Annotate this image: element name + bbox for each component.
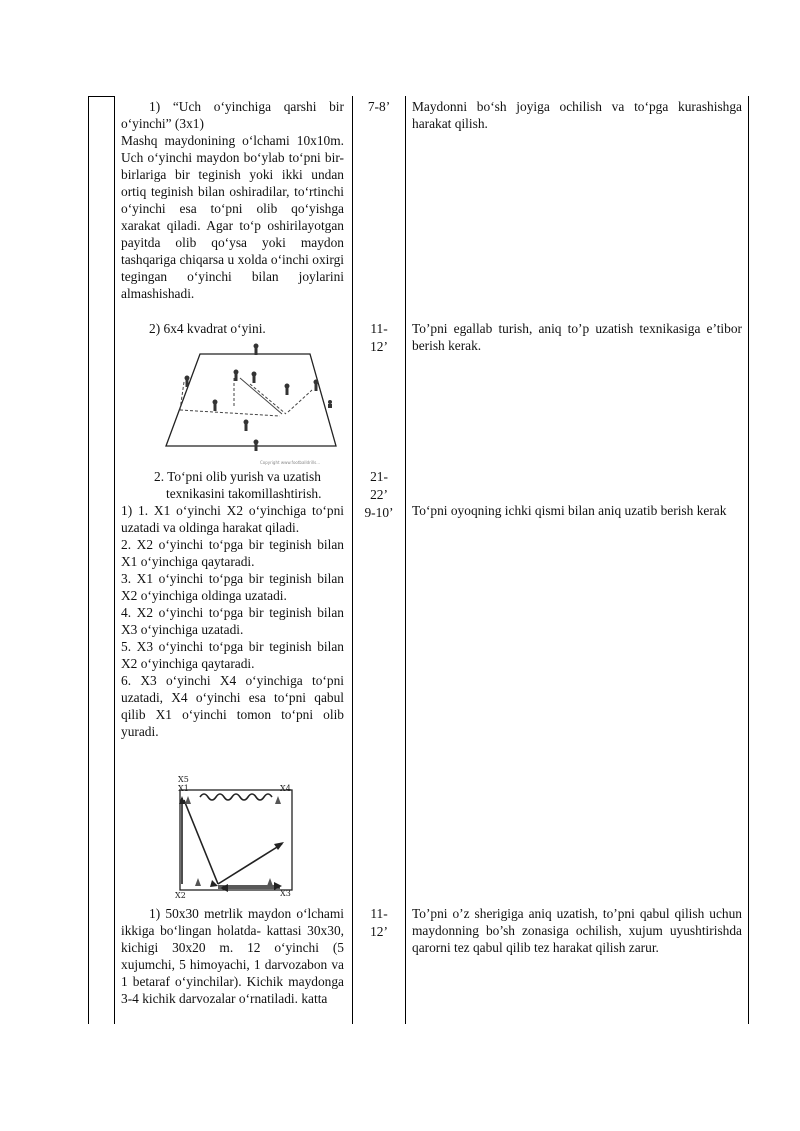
exercise-3-step: 5. X3 o‘yinchi to‘pga bir teginish bilan X2 o‘yinchiga qaytaradi. [121,639,344,671]
label-x4: X4 [280,784,291,793]
exercise-1-time: 7-8’ [367,99,391,114]
exercise-4-time-line2: 12’ [370,924,388,939]
exercise-1-note: Maydonni bo‘sh joyiga ochilish va to‘pga kurashishga harakat qilish. [412,99,742,131]
square-game-diagram [160,338,350,468]
exercise-4-description [121,905,344,1007]
table-border-left [88,96,89,1024]
exercise-1-title: 1) “Uch o‘yinchiga qarshi bir o‘yinchi” (3x1) [121,99,344,131]
table-divider-3 [405,96,406,1024]
exercise-3-step: 2. X2 o‘yinchi to‘pga bir teginish bilan X1 o‘yinchiga qaytaradi. [121,537,344,569]
exercise-2-time-line1: 11- [370,321,388,336]
exercise-3-note: To‘pni oyoqning ichki qismi bilan aniq uzatib berish kerak [412,503,727,518]
label-x3: X3 [280,889,291,898]
label-x2: X2 [175,891,186,900]
exercise-4-time [356,905,402,941]
exercise-1-description [121,98,344,302]
exercise-3-time [356,468,402,522]
exercise-3-step: 3. X1 o‘yinchi to‘pga bir teginish bilan X2 o‘yinchiga oldinga uzatadi. [121,571,344,603]
exercise-2-time-line2: 12’ [370,339,388,354]
exercise-3-time-line1: 21- [370,469,388,484]
table-top-border [88,96,115,97]
exercise-4-note: To’pni o’z sherigiga aniq uzatish, to’pni qabul qilish uchun maydonning bo’sh zonasiga ochilish, xujum uyushtirishda qarorni tez qabul qilib tez harakat qilish zarur. [412,906,742,955]
exercise-3-steps [121,502,344,740]
exercise-3-time-line2: 22’ [370,487,388,502]
exercise-1-text: Mashq maydonining o‘lchami 10x10m. Uch o‘yinchi maydon bo‘ylab to‘pni bir-birlariga bir teginish yoki ikki undan ortiq teginish bilan oshiradilar, to‘rtinchi o‘yinchi esa to‘pni olib qo‘yishga xarakat qiladi. Agar to‘p oshirilayotgan payitda olib qo‘ysa yoki maydon tashqariga chiqarsa u xolda o‘inchi oxirgi tegingan o‘yinchi bilan joylarini almashishadi. [121,133,344,301]
exercise-3-step: 4. X2 o‘yinchi to‘pga bir teginish bilan X3 o‘yinchiga uzatadi. [121,605,344,637]
exercise-2-title: 2) 6x4 kvadrat o‘yini. [149,321,266,336]
table-divider-2 [352,96,353,1024]
label-x1: X1 [178,784,189,793]
exercise-2-note: To’pni egallab turish, aniq to’p uzatish texnikasiga e’tibor berish kerak. [412,321,742,353]
table-border-right [748,96,749,1024]
table-divider-1 [114,96,115,1024]
exercise-4-text: 1) 50x30 metrlik maydon o‘lchami ikkiga bo‘lingan holatda- kattasi 30x30, kichigi 30x20 m. 12 o‘yinchi (5 xujumchi, 5 himoyachi, 1 darvozabon va 1 betaraf o‘yinchilar). Kichik maydonga 3-4 kichik darvozalar o‘rnatiladi. katta [121,906,344,1006]
passing-drill-diagram [170,772,300,900]
exercise-4-time-line1: 11- [370,906,388,921]
exercise-2-time [356,320,402,356]
label-x5: X5 [178,775,189,784]
exercise-3-time-line3: 9-10’ [364,505,394,520]
exercise-3-step: 6. X3 o‘yinchi X4 o‘yinchiga to‘pni uzatadi, X4 o‘yinchi esa to‘pni qabul qilib X1 o‘yinchi tomon to‘pni olib yuradi. [121,673,344,739]
figure-1-watermark: Copyright www.footballdrills... [260,460,321,465]
exercise-3-title: 2. To‘pni olib yurish va uzatish texnikasini takomillashtirish. [154,469,322,501]
exercise-3-step: 1) 1. X1 o‘yinchi X2 o‘yinchiga to‘pni uzatadi va oldinga harakat qiladi. [121,503,344,535]
